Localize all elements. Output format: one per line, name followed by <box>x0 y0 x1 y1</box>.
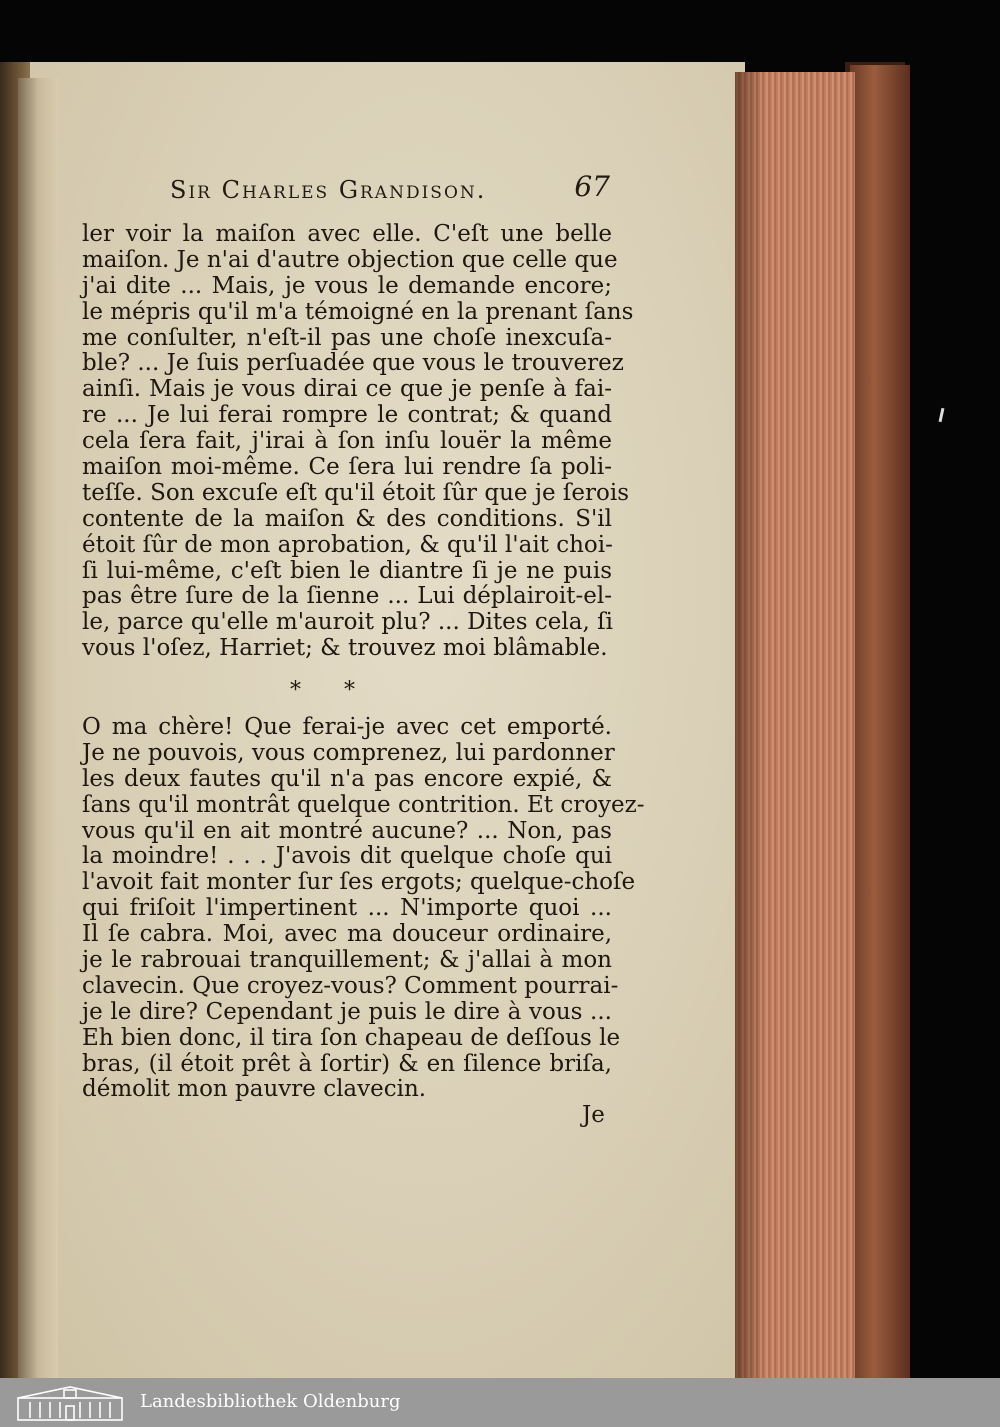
text-line: me conſulter, n'eſt-il pas une choſe inexcuſa- <box>82 324 612 351</box>
text-line: qui friſoit l'impertinent ... N'importe quoi ... <box>82 895 612 922</box>
text-line: ſi lui-même, c'eſt bien le diantre ſi je ne puis <box>82 557 612 584</box>
text-line: ainſi. Mais je vous dirai ce que je penſe à fai- <box>82 376 612 403</box>
text-line: j'ai dite ... Mais, je vous le demande encore; <box>82 272 612 299</box>
text-line: ble? ... Je ſuis perſuadée que vous le trouverez <box>82 350 624 377</box>
running-title: Sir Charles Grandison. <box>170 176 487 204</box>
library-name: Landesbibliothek Oldenburg <box>140 1391 401 1412</box>
running-head <box>170 168 610 210</box>
text-line: je le rabrouai tranquillement; & j'allai à mon <box>82 947 612 974</box>
text-line: je le dire? Cependant je puis le dire à vous ... <box>82 998 612 1025</box>
page-gutter <box>18 78 58 1378</box>
text-line: pas être ſure de la ſienne ... Lui déplairoit-el- <box>82 583 612 610</box>
text-line: la moindre! . . . J'avois dit quelque choſe qui <box>82 843 612 870</box>
section-separator: * * <box>290 678 373 703</box>
text-line: contente de la maiſon & des conditions. S'il <box>82 505 612 532</box>
text-line: ſans qu'il montrât quelque contrition. Et croyez- <box>82 791 645 818</box>
text-line: démolit mon pauvre clavecin. <box>82 1076 427 1103</box>
catchword: Je <box>582 1102 605 1128</box>
text-line: maiſon moi-même. Ce ſera lui rendre ſa poli- <box>82 454 612 481</box>
text-line: vous qu'il en ait montré aucune? ... Non, pas <box>82 817 612 844</box>
text-line: Eh bien donc, il tira ſon chapeau de deſſous le <box>82 1024 621 1051</box>
text-line: O ma chère! Que ferai-je avec cet emporté. <box>82 714 612 740</box>
text-line: Je ne pouvois, vous comprenez, lui pardonner <box>82 739 615 766</box>
text-line: l'avoit fait monter ſur ſes ergots; quelque-choſe <box>82 869 636 896</box>
paragraph-2 <box>82 714 645 1103</box>
page-number: 67 <box>574 170 610 203</box>
text-line: vous l'oſez, Harriet; & trouvez moi blâmable. <box>82 635 608 662</box>
text-line: Il ſe cabra. Moi, avec ma douceur ordinaire, <box>82 921 612 948</box>
book-cover-right <box>850 65 910 1378</box>
text-line: cela ſera fait, j'irai à ſon inſu louër la même <box>82 428 612 455</box>
text-line: teſſe. Son excuſe eſt qu'il étoit ſûr que je ſerois <box>82 479 629 506</box>
paragraph-1 <box>82 221 634 662</box>
text-line: re ... Je lui ferai rompre le contrat; & quand <box>82 402 612 429</box>
text-line: le mépris qu'il m'a témoigné en la prenant ſans <box>82 298 634 325</box>
text-line: étoit ſûr de mon aprobation, & qu'il l'ait choi- <box>82 531 613 558</box>
text-line: les deux fautes qu'il n'a pas encore expié, & <box>82 765 612 792</box>
text-line: ler voir la maiſon avec elle. C'eſt une belle <box>82 221 612 247</box>
page-edges-shadow <box>735 72 765 1378</box>
text-line: le, parce qu'elle m'auroit plu? ... Dites cela, ſi <box>82 609 613 636</box>
text-line: clavecin. Que croyez-vous? Comment pourrai- <box>82 972 619 999</box>
footer-bar <box>0 1378 1000 1427</box>
text-line: bras, (il étoit prêt à ſortir) & en ſilence briſa, <box>82 1050 612 1077</box>
library-building-icon <box>16 1384 124 1422</box>
text-line: maiſon. Je n'ai d'autre objection que celle que <box>82 246 618 273</box>
